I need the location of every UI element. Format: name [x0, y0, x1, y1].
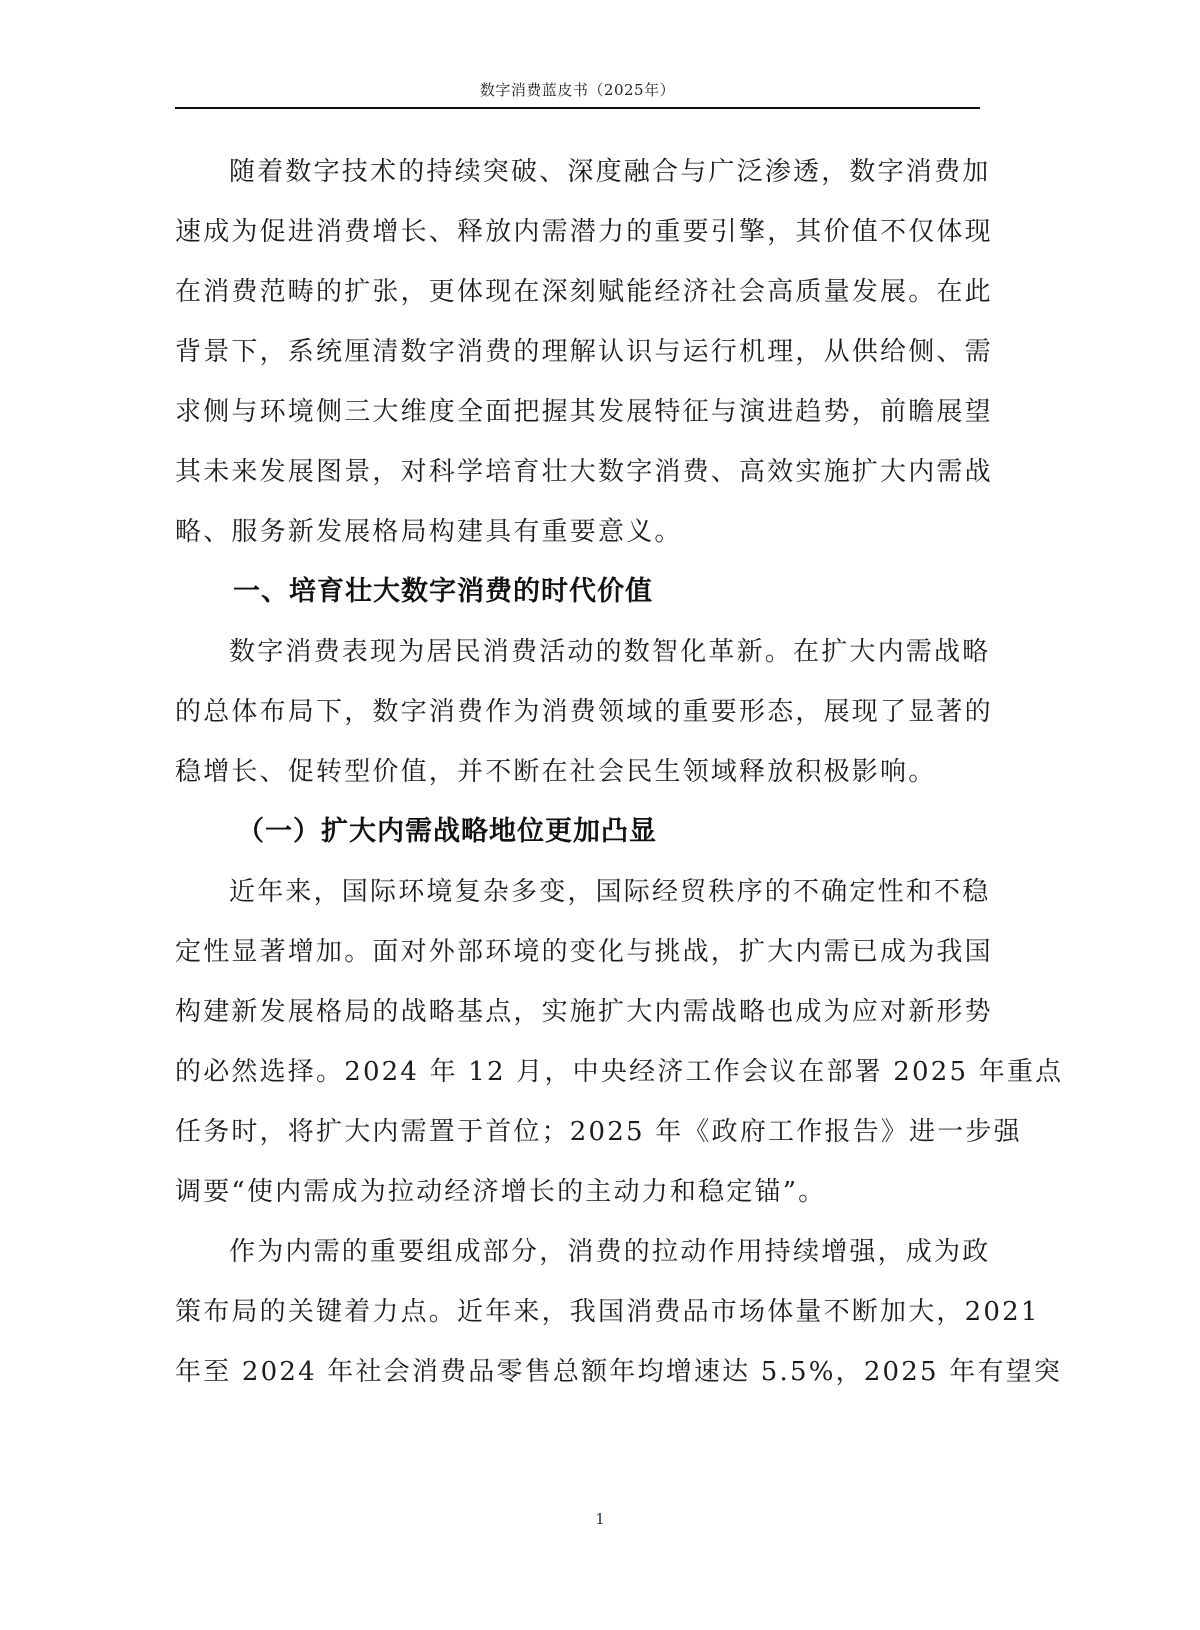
paragraph-line: 年至 2024 年社会消费品零售总额年均增速达 5.5%，2025 年有望突: [175, 1357, 1063, 1387]
paragraph-line: 作为内需的重要组成部分，消费的拉动作用持续增强，成为政: [229, 1237, 991, 1267]
paragraph-line: 背景下，系统厘清数字消费的理解认识与运行机理，从供给侧、需: [175, 337, 993, 367]
paragraph-line: 的总体布局下，数字消费作为消费领域的重要形态，展现了显著的: [175, 697, 993, 727]
paragraph-line: 随着数字技术的持续突破、深度融合与广泛渗透，数字消费加: [229, 157, 991, 187]
paragraph-line: 数字消费表现为居民消费活动的数智化革新。在扩大内需战略: [229, 637, 991, 667]
section-heading: 一、培育壮大数字消费的时代价值: [233, 576, 653, 607]
header-divider: [175, 107, 980, 109]
paragraph-line: 的必然选择。2024 年 12 月，中央经济工作会议在部署 2025 年重点: [175, 1057, 1064, 1087]
paragraph-line: 其未来发展图景，对科学培育壮大数字消费、高效实施扩大内需战: [175, 457, 993, 487]
paragraph-line: 任务时，将扩大内需置于首位；2025 年《政府工作报告》进一步强: [175, 1117, 1022, 1147]
page-number: 1: [595, 1510, 605, 1528]
paragraph-line: 调要“使内需成为拉动经济增长的主动力和稳定锚”。: [175, 1177, 827, 1207]
paragraph-line: 在消费范畴的扩张，更体现在深刻赋能经济社会高质量发展。在此: [175, 277, 993, 307]
paragraph-line: 求侧与环境侧三大维度全面把握其发展特征与演进趋势，前瞻展望: [175, 397, 993, 427]
paragraph-line: 稳增长、促转型价值，并不断在社会民生领域释放积极影响。: [175, 757, 937, 787]
paragraph-line: 近年来，国际环境复杂多变，国际经贸秩序的不确定性和不稳: [229, 877, 991, 907]
paragraph-line: 定性显著增加。面对外部环境的变化与挑战，扩大内需已成为我国: [175, 937, 993, 967]
running-header: 数字消费蓝皮书（2025年）: [479, 81, 676, 99]
document-body: [175, 142, 1064, 1402]
subsection-heading: （一）扩大内需战略地位更加凸显: [237, 816, 657, 847]
paragraph-line: 构建新发展格局的战略基点，实施扩大内需战略也成为应对新形势: [175, 997, 993, 1027]
paragraph-line: 速成为促进消费增长、释放内需潜力的重要引擎，其价值不仅体现: [175, 217, 993, 247]
paragraph-line: 略、服务新发展格局构建具有重要意义。: [175, 517, 683, 547]
paragraph-line: 策布局的关键着力点。近年来，我国消费品市场体量不断加大，2021: [175, 1297, 1040, 1327]
